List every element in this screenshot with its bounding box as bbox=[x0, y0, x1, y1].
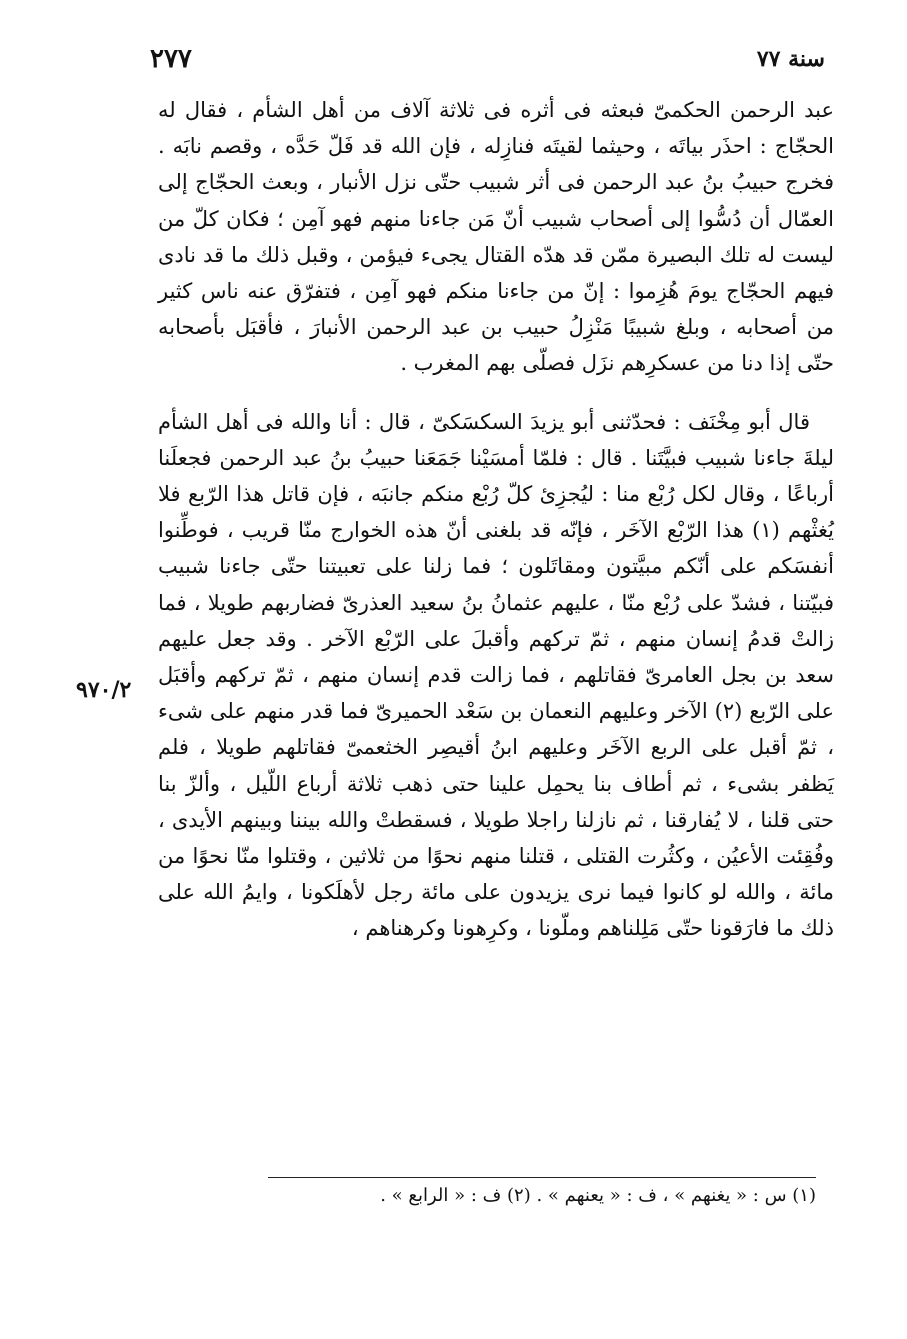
margin-reference: ٩٧٠/٢ bbox=[76, 677, 132, 703]
footnote-divider bbox=[268, 1177, 816, 1178]
paragraph-1: عبد الرحمن الحكمىّ فبعثه فى أثره فى ثلاثة آلاف من أهل الشأم ، فقال له الحجّاج : احذَر بياتَه ، وحيثما لقيتَه فنازِله ، فإن الله قد فَلّ حَدَّه ، وقصم نابَه . فخرج حبيبُ بنُ عبد الرحمن فى أثر شبيب حتّى نزل الأنبار ، وبعث الحجّاج إلى العمّال أن دُسُّوا إلى أصحاب شبيب أنّ مَن جاءنا منهم فهو آمِن ؛ فكان كلّ من ليست له تلك البصيرة ممّن قد هدّه القتال يجىء فيؤمن ، وقبل ذلك ما قد نادى فيهم الحجّاج يومَ هُزِموا : إنّ من جاءنا منكم فهو آمِن ، فتفرّق عنه ناس كثير من أصحابه ، وبلغ شبيبًا مَنْزِلُ حبيب بن عبد الرحمن الأنبارَ ، فأقبَل بأصحابه حتّى إذا دنا من عسكرِهم نزَل فصلّى بهم المغرب . bbox=[158, 98, 834, 376]
year-label: سنة ٧٧ bbox=[756, 46, 825, 72]
page-number: ٢٧٧ bbox=[150, 44, 192, 74]
footnotes: (١) س : « يغنهم » ، ف : « يعنهم » . (٢) ف : « الرابع » . bbox=[380, 1185, 816, 1206]
paragraph-2: قال أبو مِخْنَف : فحدّثنى أبو يزيدَ السكسَكىّ ، قال : أنا والله فى أهل الشأم ليلةَ جاءنا شبيب فبيَّتَنا . قال : فلمّا أمسَيْنا جَمَعَنا حبيبُ بنُ عبد الرحمن فجعلَنا أرباعًا ، وقال لكل رُبْع منا : ليُجزِئ كلّ رُبْع منكم جانبَه ، فإن قاتل هذا الرّبع فلا يُغثْهم (١) هذا الرّبْع الآخَر ، فإنّه قد بلغنى أنّ هذه الخوارج منّا قريب ، فوطِّنوا أنفسَكم على أنّكم مبيَّتون ومقاتَلون ؛ فما زلنا على تعبيتنا حتّى جاءنا شبيب فبيّتنا ، فشدّ على رُبْع منّا ، عليهم عثمانُ بنُ سعيد العذرىّ فضاربهم طويلا ، فما زالتْ قدمُ إنسان منهم ، ثمّ تركهم وأقبلَ على الرّبْع الآخر . وقد جعل عليهم سعد بن بجل العامرىّ فقاتلهم ، فما زالت قدم إنسان منهم ، ثمّ تركهم وأقبَل على الرّبع (٢) الآخر وعليهم النعمان بن سَعْد الحميرىّ فما قدر منهم على شىء ، ثمّ أقبل على الربع الآخَر وعليهم ابنُ أقيصِر الخثعمىّ فقاتلهم طويلا ، فلم يَظفر بشىء ، ثم أطاف بنا يحمِل علينا حتى ذهب ثلاثة أرباع اللّيل ، وألزّ بنا حتى قلنا ، لا يُفارقنا ، ثم نازلنا راجلا طويلا ، فسقطتْ والله بيننا وبينهم الأيدى ، وفُقِئت الأعيُن ، وكثُرت القتلى ، قتلنا منهم نحوًا من ثلاثين ، وقتلوا منّا نحوًا من مائة ، والله لو كانوا فيما نرى يزيدون على مائة رجل لأهلَكونا ، وايمُ الله على ذلك ما فارَقونا حتّى مَلِلناهم وملّونا ، وكرِهونا وكرهناهم ، bbox=[158, 409, 834, 941]
page-header bbox=[150, 44, 825, 84]
main-text bbox=[158, 92, 834, 947]
